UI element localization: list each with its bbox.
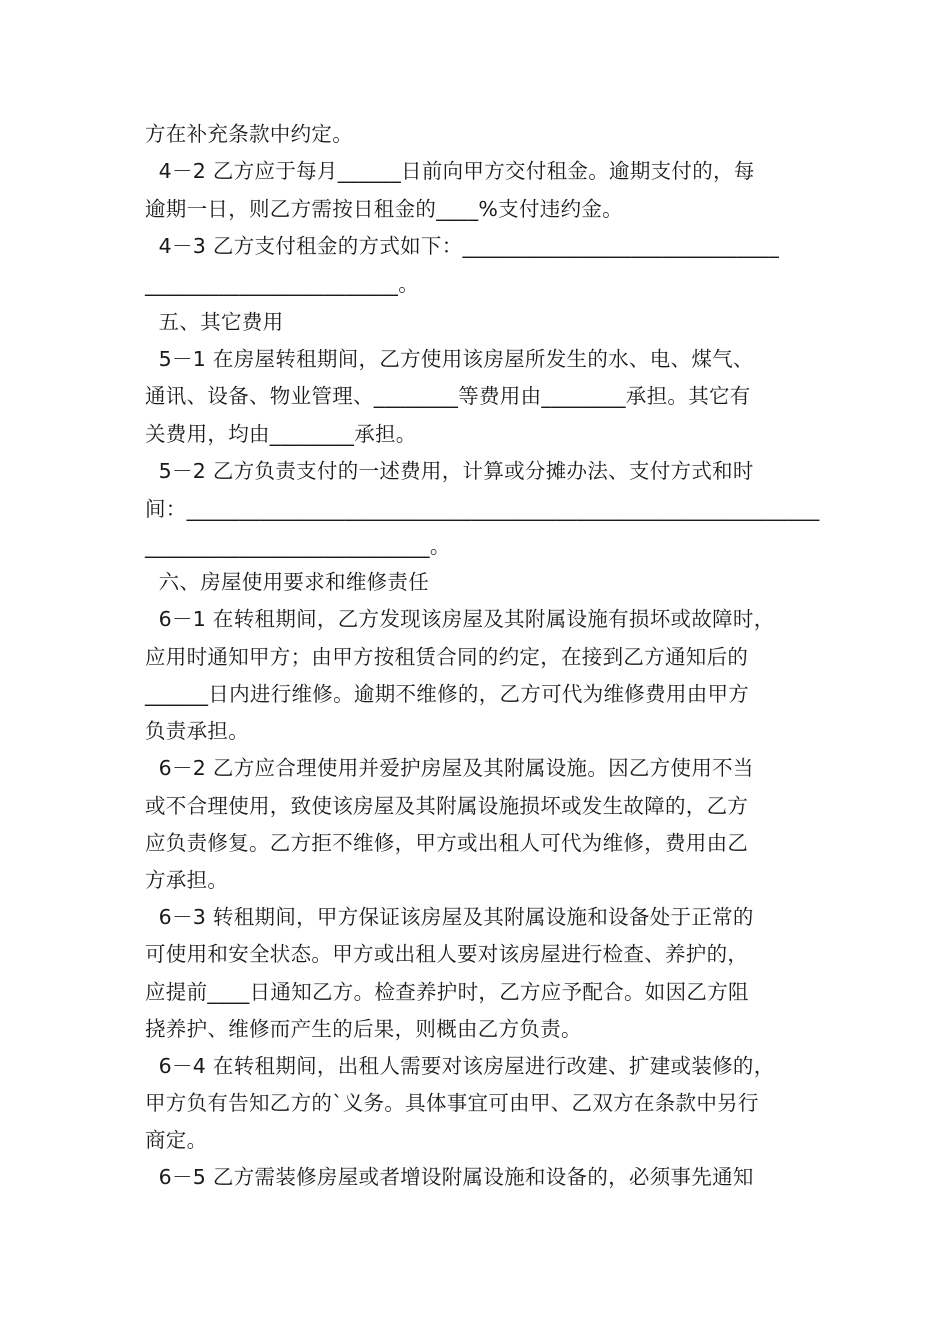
text-line: ______日内进行维修。逾期不维修的，乙方可代为维修费用由甲方 bbox=[145, 682, 750, 706]
text-line: 间：____________________________________________________________ bbox=[145, 497, 820, 521]
text-line: 负责承担。 bbox=[145, 719, 249, 743]
text-line: 5－1 在房屋转租期间，乙方使用该房屋所发生的水、电、煤气、 bbox=[145, 347, 754, 371]
text-line: 应负责修复。乙方拒不维修，甲方或出租人可代为维修，费用由乙 bbox=[145, 831, 749, 855]
text-line: 商定。 bbox=[145, 1128, 208, 1152]
section-heading: 六、房屋使用要求和维修责任 bbox=[145, 570, 430, 594]
text-line: 6－3 转租期间，甲方保证该房屋及其附属设施和设备处于正常的 bbox=[145, 905, 754, 929]
text-line: 甲方负有告知乙方的`义务。具体事宜可由甲、乙双方在条款中另行 bbox=[145, 1091, 759, 1115]
text-line: 逾期一日，则乙方需按日租金的____%支付违约金。 bbox=[145, 197, 623, 221]
text-line: 应用时通知甲方；由甲方按租赁合同的约定，在接到乙方通知后的 bbox=[145, 645, 749, 669]
text-line: 或不合理使用，致使该房屋及其附属设施损坏或发生故障的，乙方 bbox=[145, 794, 749, 818]
text-line: 5－2 乙方负责支付的一述费用，计算或分摊办法、支付方式和时 bbox=[145, 459, 754, 483]
text-line: 4－2 乙方应于每月______日前向甲方交付租金。逾期支付的，每 bbox=[145, 159, 755, 183]
text-line: 6－5 乙方需装修房屋或者增设附属设施和设备的，必须事先通知 bbox=[145, 1165, 754, 1189]
text-line: 方承担。 bbox=[145, 868, 229, 892]
text-line: 6－2 乙方应合理使用并爱护房屋及其附属设施。因乙方使用不当 bbox=[145, 756, 754, 780]
text-line: ________________________。 bbox=[145, 272, 419, 296]
text-line: 6－1 在转租期间，乙方发现该房屋及其附属设施有损坏或故障时， bbox=[145, 607, 775, 631]
text-line: ___________________________。 bbox=[145, 534, 451, 558]
text-line: 方在补充条款中约定。 bbox=[145, 122, 353, 146]
text-line: 4－3 乙方支付租金的方式如下：______________________________ bbox=[145, 234, 780, 258]
text-line: 关费用，均由________承担。 bbox=[145, 422, 417, 446]
text-line: 挠养护、维修而产生的后果，则概由乙方负责。 bbox=[145, 1017, 582, 1041]
text-line: 6－4 在转租期间，出租人需要对该房屋进行改建、扩建或装修的， bbox=[145, 1054, 775, 1078]
section-heading: 五、其它费用 bbox=[145, 310, 284, 334]
text-line: 通讯、设备、物业管理、________等费用由________承担。其它有 bbox=[145, 384, 751, 408]
text-line: 应提前____日通知乙方。检查养护时，乙方应予配合。如因乙方阻 bbox=[145, 980, 749, 1004]
text-line: 可使用和安全状态。甲方或出租人要对该房屋进行检查、养护的， bbox=[145, 942, 749, 966]
